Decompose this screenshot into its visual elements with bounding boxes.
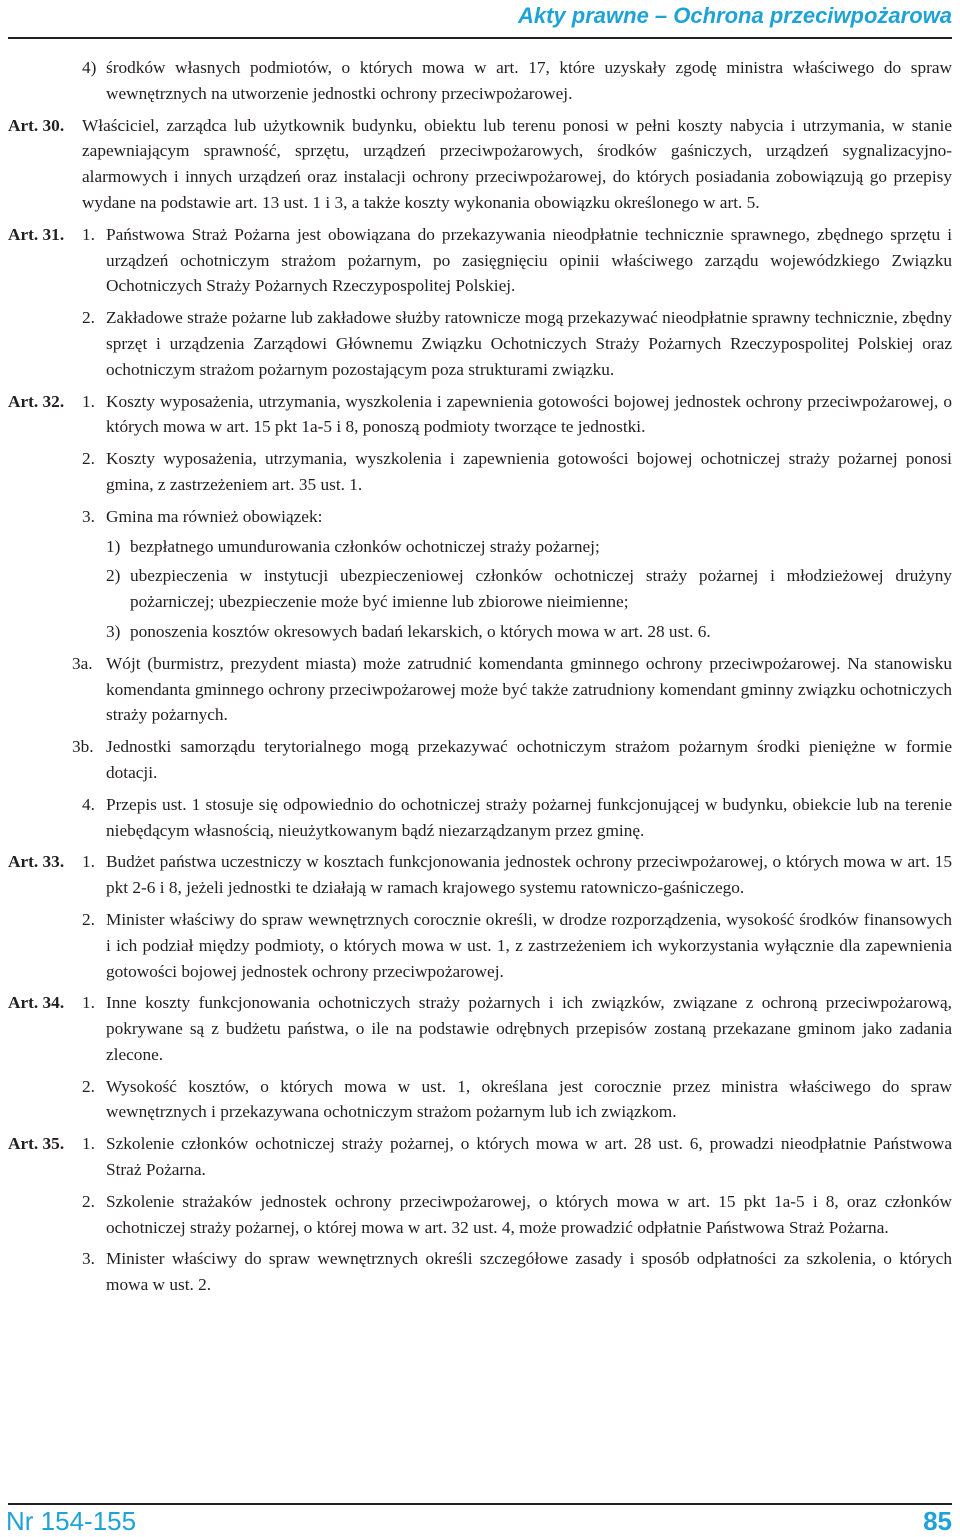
- paragraph-number: 4.: [82, 794, 95, 814]
- paragraph-3: [8, 504, 952, 530]
- paragraph-text: Przepis ust. 1 stosuje się odpowiednio do ochotniczej straży pożarnej funkcjonującej w budynku, obiekcie lub na terenie niebędącym własnością, nieużytkowanym bądź niezarządzanym przez gminę.: [106, 794, 952, 840]
- paragraph-text: Minister właściwy do spraw wewnętrznych corocznie określi, w drodze rozporządzenia, wysokość środków finansowych i ich podział między podmioty, o których mowa w ust. 1, z zastrzeżeniem ich wykorzystania wyłącznie dla zapewnienia gotowości bojowej jednostek ochrony przeciwpożarowej.: [106, 909, 952, 981]
- paragraph-number: 2.: [82, 449, 95, 469]
- footer-divider: [8, 1503, 952, 1505]
- point-2: [8, 563, 952, 615]
- paragraph-text: Inne koszty funkcjonowania ochotniczych straży pożarnych i ich związków, związane z ochroną przeciwpożarową, pokrywane są z budżetu państwa, o ile na podstawie odrębnych przepisów zostaną przekazane gminom jako zadania zlecone.: [106, 993, 952, 1064]
- paragraph-2: [8, 305, 952, 382]
- paragraph-text: Zakładowe straże pożarne lub zakładowe służby ratownicze mogą przekazywać nieodpłatnie sprawny technicznie, zbędny sprzęt i urządzenia Zarządowi Głównemu Związku Ochotniczych Straży Pożarnych Rzeczypospolitej Polskiej oraz ochotniczym strażom pożarnym pozostającym poza strukturami związku.: [106, 308, 952, 379]
- paragraph-number: 3b.: [72, 737, 94, 757]
- article-label: Art. 32.: [8, 391, 65, 411]
- paragraph-text: Wójt (burmistrz, prezydent miasta) może zatrudnić komendanta gminnego ochrony przeciwpożarowej. Na stanowisku komendanta gminnego ochrony przeciwpożarowej może być także zatrudniony komendant gminny związku ochotniczych straży pożarnych.: [106, 653, 952, 725]
- point-text: ubezpieczenia w instytucji ubezpieczeniowej członków ochotniczej straży pożarnej i młodzieżowej drużyny pożarniczej; ubezpieczenie może być imienne lub zbiorowe nieimienne;: [130, 566, 952, 612]
- article-32: [8, 389, 952, 844]
- document-body: [8, 55, 952, 1298]
- paragraph-text: Wysokość kosztów, o których mowa w ust. 1, określana jest corocznie przez ministra właściwego do spraw wewnętrznych i przekazywana ochotniczym strażom pożarnym lub ich związkom.: [106, 1076, 952, 1122]
- paragraph-number: 1.: [82, 852, 95, 872]
- paragraph-1: [8, 1131, 952, 1183]
- paragraph-3: [8, 1246, 952, 1298]
- point-3: [8, 619, 952, 645]
- paragraph-text: Szkolenie strażaków jednostek ochrony przeciwpożarowej, o których mowa w art. 15 pkt 1a-5 i 8, oraz członków ochotniczej straży pożarnej, o której mowa w art. 32 ust. 4, może prowadzić odpłatnie Państwowa Straż Pożarna.: [106, 1191, 952, 1237]
- item-number: 4): [82, 58, 97, 77]
- paragraph-text: Szkolenie członków ochotniczej straży pożarnej, o których mowa w art. 28 ust. 6, prowadzi nieodpłatnie Państwowa Straż Pożarna.: [106, 1134, 952, 1180]
- paragraph-1: [8, 849, 952, 901]
- article-label: Art. 34.: [8, 993, 65, 1013]
- point-1: [8, 534, 952, 560]
- paragraph-number: 2.: [82, 909, 95, 929]
- paragraph-text: Koszty wyposażenia, utrzymania, wyszkolenia i zapewnienia gotowości bojowej ochotniczej straży pożarnej ponosi gmina, z zastrzeżeniem art. 35 ust. 1.: [106, 449, 952, 494]
- article-label: Art. 35.: [8, 1134, 65, 1154]
- paragraph-text: Państwowa Straż Pożarna jest obowiązana do przekazywania nieodpłatnie technicznie sprawnego, zbędnego sprzętu i urządzeń ochotniczym strażom pożarnym, po zasięgnięciu opinii właściwego zarządu wojewódzkiego Związku Ochotniczych Straży Pożarnych Rzeczypospolitej Polskiej.: [106, 224, 952, 296]
- running-header-title: Akty prawne – Ochrona przeciwpożarowa: [517, 3, 952, 28]
- paragraph-number: 2.: [82, 1191, 95, 1211]
- paragraph-3a: [8, 651, 952, 728]
- paragraph-number: 3a.: [72, 653, 93, 673]
- point-number: 3): [106, 621, 121, 641]
- article-30: [8, 113, 952, 216]
- page-number: 85: [923, 1506, 952, 1536]
- article-label: Art. 30.: [8, 115, 65, 135]
- article-label: Art. 33.: [8, 852, 65, 872]
- point-text: ponoszenia kosztów okresowych badań lekarskich, o których mowa w art. 28 ust. 6.: [130, 621, 711, 641]
- article-text: Właściciel, zarządca lub użytkownik budynku, obiektu lub terenu ponosi w pełni koszty nabycia i utrzymania, w stanie zapewniającym sprawność, sprzętu, urządzeń przeciwpożarowych, środków gaśniczych, urządzeń sygnalizacyjno-alarmowych i innych urządzeń oraz instalacji ochrony przeciwpożarowej, do których posiadania zobowiązują go przepisy wydane na podstawie art. 13 ust. 1 i 3, a także koszty wykonania obowiązku określonego w art. 5.: [82, 115, 952, 212]
- paragraph-number: 1.: [82, 1134, 95, 1154]
- paragraph-4: [8, 792, 952, 844]
- issue-number: Nr 154-155: [6, 1506, 137, 1536]
- paragraph-text: Minister właściwy do spraw wewnętrznych określi szczegółowe zasady i sposób odpłatności za szkolenia, o których mowa w ust. 2.: [106, 1249, 952, 1295]
- intro-item-4: [8, 55, 952, 107]
- paragraph-2: [8, 907, 952, 984]
- paragraph-2: [8, 1074, 952, 1126]
- point-text: bezpłatnego umundurowania członków ochotniczej straży pożarnej;: [130, 536, 600, 556]
- paragraph-number: 2.: [82, 1076, 95, 1096]
- article-label: Art. 31.: [8, 224, 65, 244]
- paragraph-text: Gmina ma również obowiązek:: [106, 506, 323, 526]
- paragraph-number: 1.: [82, 993, 95, 1013]
- paragraph-number: 2.: [82, 308, 95, 328]
- paragraph-2: [8, 446, 952, 498]
- paragraph-number: 3.: [82, 1249, 95, 1269]
- article-34: [8, 990, 952, 1125]
- paragraph-number: 1.: [82, 391, 95, 411]
- article-31: [8, 222, 952, 383]
- article-33: [8, 849, 952, 984]
- paragraph-1: [8, 222, 952, 299]
- paragraph-number: 3.: [82, 506, 95, 526]
- point-number: 2): [106, 566, 121, 586]
- paragraph-1: [8, 990, 952, 1067]
- point-number: 1): [106, 536, 121, 556]
- paragraph-3b: [8, 734, 952, 786]
- paragraph-1: [8, 389, 952, 441]
- header-divider: [8, 37, 952, 39]
- article-35: [8, 1131, 952, 1298]
- paragraph-2: [8, 1189, 952, 1241]
- paragraph-text: Koszty wyposażenia, utrzymania, wyszkolenia i zapewnienia gotowości bojowej jednostek ochrony przeciwpożarowej, o których mowa w art. 15 pkt 1a-5 i 8, ponoszą podmioty tworzące te jednostki.: [106, 391, 952, 437]
- paragraph-text: Jednostki samorządu terytorialnego mogą przekazywać ochotniczym strażom pożarnym środki pieniężne w formie dotacji.: [106, 737, 952, 782]
- paragraph-number: 1.: [82, 224, 95, 244]
- paragraph-text: Budżet państwa uczestniczy w kosztach funkcjonowania jednostek ochrony przeciwpożarowej, o których mowa w art. 15 pkt 2-6 i 8, jeżeli jednostki te działają w ramach krajowego systemu ratowniczo-gaśniczego.: [106, 852, 952, 898]
- item-text: środków własnych podmiotów, o których mowa w art. 17, które uzyskały zgodę ministra właściwego do spraw wewnętrznych na utworzenie jednostki ochrony przeciwpożarowej.: [106, 58, 952, 103]
